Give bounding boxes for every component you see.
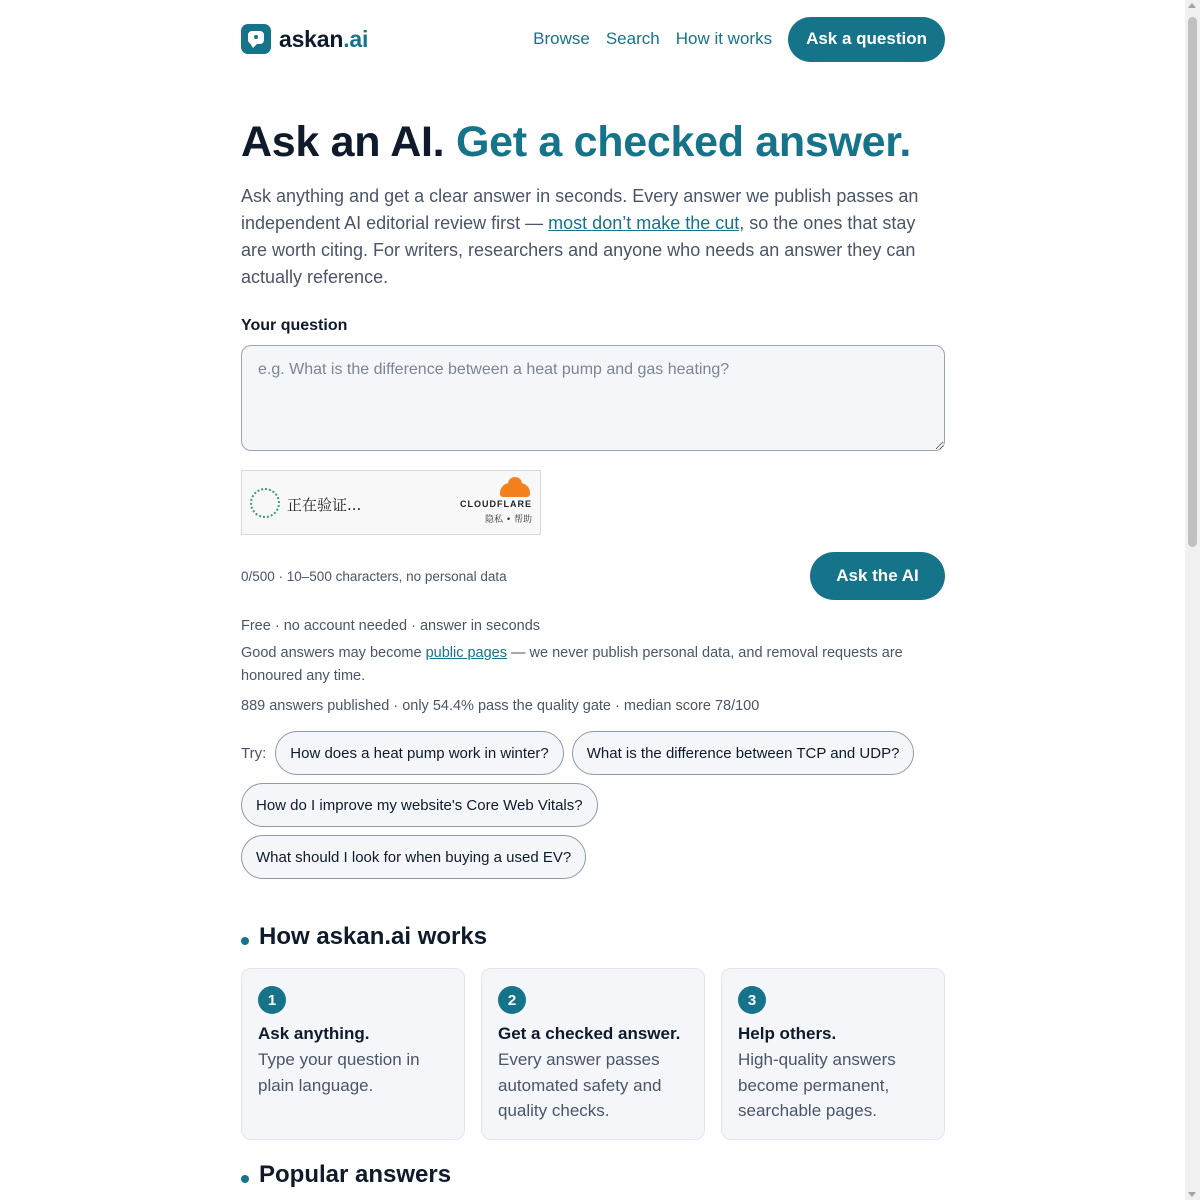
- brand-logo[interactable]: [241, 24, 368, 54]
- step-description: High-quality answers become permanent, searchable pages.: [738, 1050, 896, 1121]
- captcha-widget[interactable]: [241, 470, 541, 535]
- step-card: [721, 968, 945, 1140]
- bullet-dot-icon: [241, 1175, 249, 1183]
- page-title: Ask an AI. Get a checked answer.: [241, 118, 911, 166]
- stats-text: 889 answers published · only 54.4% pass the quality gate · median score 78/100: [241, 698, 760, 715]
- nav-browse-link[interactable]: Browse: [533, 29, 590, 48]
- captcha-links[interactable]: 隐私 • 帮助: [484, 515, 532, 526]
- scroll-up-arrow-icon[interactable]: [1188, 3, 1196, 8]
- nav-search-link[interactable]: Search: [605, 29, 660, 48]
- bullet-dot-icon: [241, 937, 249, 945]
- suggestions: [241, 731, 945, 879]
- site-header: [241, 0, 945, 78]
- scrollbar-thumb[interactable]: [1188, 17, 1197, 547]
- suggestion-chip[interactable]: What should I look for when buying a used EV?: [241, 835, 586, 879]
- rejection-rate-link[interactable]: most don’t make the cut: [548, 213, 740, 234]
- page: [241, 0, 945, 1189]
- suggestions-label: Try:: [241, 744, 267, 762]
- scroll-down-arrow-icon[interactable]: [1188, 1192, 1196, 1197]
- loading-spinner-icon: [250, 488, 280, 518]
- step-card: [481, 968, 705, 1140]
- step-number-badge: 2: [498, 986, 526, 1014]
- step-card: [241, 968, 465, 1140]
- public-pages-link[interactable]: public pages: [425, 645, 507, 662]
- intro-text: Ask anything and get a clear answer in seconds. Every answer we publish passes an independent AI editorial review first — most don’t make the cut, so the ones that stay are worth citing. For writers, researchers and anyone who needs an answer they can actually reference.: [241, 186, 919, 288]
- ask-ai-button[interactable]: Ask the AI: [810, 552, 945, 600]
- free-notice: Free · no account needed · answer in seconds: [241, 618, 541, 635]
- nav-how-it-works-link[interactable]: How it works: [675, 29, 773, 48]
- chat-bubble-icon: [241, 24, 271, 54]
- cloudflare-logo-icon: [500, 483, 530, 497]
- steps-list: [241, 968, 945, 1140]
- suggestion-chip[interactable]: How do I improve my website's Core Web Vitals?: [241, 783, 598, 827]
- ask-question-button[interactable]: Ask a question: [788, 17, 945, 62]
- question-input[interactable]: [241, 345, 945, 451]
- step-title: Help others.: [738, 1024, 837, 1044]
- step-number-badge: 1: [258, 986, 286, 1014]
- suggestion-chip[interactable]: What is the difference between TCP and UDP?: [572, 731, 915, 775]
- brand-name: askan.ai: [279, 25, 369, 52]
- captcha-brand: CLOUDFLARE: [460, 499, 532, 510]
- step-title: Get a checked answer.: [498, 1024, 681, 1044]
- submit-row: [241, 552, 945, 600]
- step-description: Type your question in plain language.: [258, 1050, 420, 1095]
- step-description: Every answer passes automated safety and quality checks.: [498, 1050, 662, 1121]
- step-title: Ask anything.: [258, 1024, 370, 1044]
- page-scrollbar[interactable]: [1185, 0, 1200, 1200]
- main-nav: [533, 17, 945, 62]
- suggestion-chip[interactable]: How does a heat pump work in winter?: [275, 731, 563, 775]
- step-number-badge: 3: [738, 986, 766, 1014]
- publishing-notice: Good answers may become public pages — we never publish personal data, and removal requests are honoured any time.: [241, 645, 903, 685]
- captcha-status: 正在验证...: [287, 496, 362, 515]
- popular-answers-heading: Popular answers: [241, 1161, 945, 1189]
- question-label: Your question: [241, 317, 348, 335]
- char-counter: 0/500 · 10–500 characters, no personal data: [241, 568, 507, 584]
- how-it-works-heading: How askan.ai works: [241, 923, 945, 951]
